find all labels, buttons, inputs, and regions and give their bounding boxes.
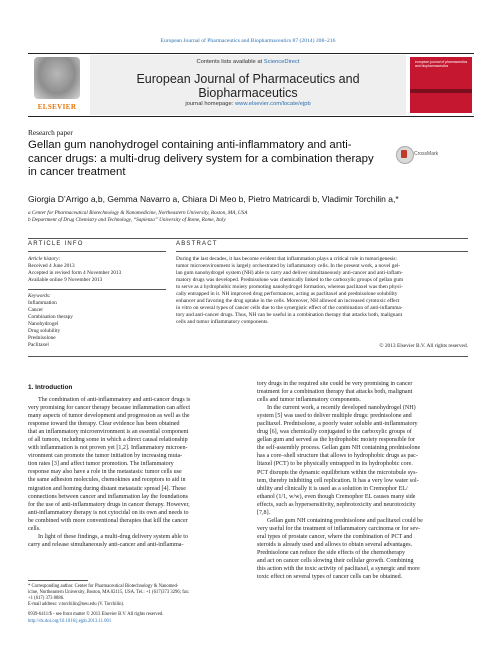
homepage-link[interactable]: www.elsevier.com/locate/ejpb [234,101,311,107]
contents-availability: Contents lists available at ScienceDirect [196,59,300,65]
article-title: Gellan gum nanohydrogel containing anti-inflammatory and anti-cancer drugs: a multi-drug delivery system for a combination therapy in cancer treatment [28,139,374,178]
abstract-heading: ABSTRACT [176,241,218,247]
divider [28,238,468,239]
body-column-left: The combination of anti-inflammatory and anti-cancer drugs is very promising for cancer therapy because inflammation can affect many aspects of tumor development and progression as well as the response toward the therapy. Clear evidence has been obtained that an inflammatory microenvironment is an essential component of all tumors, including some in which a direct causal relationship with inflammation is not proven yet [1,2]. Inflammatory microen- vironment can promote the tumor initiation by increasing muta- tion rates [3] and affect tumor promotion. The inflammatory response may also have a role in the metastasis: tumor cells use the same adhesion molecules, chemokines and receptors to aid in migration and homing during distant metastatic spread [4]. These connections between cancer and inflammation lay the foundations for the use of anti-inflammatory drugs in cancer therapy. However, anti-inflammatory therapy is not cytocidal on its own and needs to be combined with more conventional therapies that kill the cancer cells. In light of these findings, a multi-drug delivery system able to carry and release simultaneously anti-cancer and anti-inflamma- [28,397,191,548]
history-item: Accepted in revised form 4 November 2013 [28,270,122,276]
crossmark-bookmark-icon [401,150,407,158]
crossmark-label[interactable]: CrossMark [414,151,439,157]
footnote-divider [28,580,88,581]
journal-cover-text: european journal of pharmaceutics and biopharmaceutics [415,60,468,68]
doi-link[interactable]: http://dx.doi.org/10.1016/j.ejpb.2013.11.001 [28,619,112,624]
keyword: Cancer [28,307,43,313]
keyword: Combination therapy [28,314,73,320]
divider [28,289,166,290]
journal-citation[interactable]: European Journal of Pharmaceutics and Biopharmaceutics 87 (2014) 208–216 [160,38,336,44]
history-item: Received 4 June 2013 [28,263,75,269]
publisher-name: ELSEVIER [37,103,77,111]
front-matter-line: 0939-6411/$ - see front matter © 2013 Elsevier B.V. All rights reserved. [28,612,164,617]
section-heading: 1. Introduction [28,384,73,391]
copyright-notice: © 2013 Elsevier B.V. All rights reserved. [379,343,468,349]
divider [176,251,468,252]
author-list: Giorgia D’Arrigo a,b, Gemma Navarro a, Chiara Di Meo b, Pietro Matricardi b, Vladimir Torchilin a,* [28,194,399,204]
elsevier-logo-icon [34,57,80,99]
sciencedirect-link[interactable]: ScienceDirect [263,59,300,65]
divider [28,251,166,252]
body-column-right: tory drugs in the required site could be very promising in cancer treatment for a combination therapy that attacks both, malignant cells and tumor inflammatory components. In the current work, a recently developed nanohydrogel (NH) system [5] was used to deliver multiple drugs: prednisolone and paclitaxel. Prednisolone, a poorly water soluble anti-inflammatory drug [6], was chemically conjugated to the carboxylic groups of gellan gum and served as the hydrophobic moiety responsible for the self-assembly process. Gellan gum NH containing prednisolone has a core–shell structure that allows to hydrophobic drugs as pac- litaxel (PCT) to be physically entrapped in its hydrophobic core. PCT disrupts the dynamic equilibrium within the microtubule sys- tem, thereby inhibiting cell replication. It has a very low water sol- ubility and clinically it is used as a solution in Cremophor EL/ ethanol (1/1, w/w), even though Cremophor EL causes many side effects, such as hypersensitivity, nephrotoxicity and neurotoxicity [7,8]. Gellan gum NH containing prednisolone and paclitaxel could be very useful for the treatment of inflammatory carcinoma or for sev- eral types of prostate cancer, where the combination of PCT and steroids is already used and allows to obtain several advantages. Prednisolone can reduce the side effects of the chemotherapy and act on cancer cells slowing their cellular growth. Combining this action with the toxic activity of paclitaxel, a synergic and more toxic effect on several types of cancer cells can be obtained. [257,381,423,581]
affiliation: b Department of Drug Chemistry and Technology, “Sapienza” University of Rome, Rome, Italy [28,217,226,223]
journal-homepage: journal homepage: www.elsevier.com/locate/ejpb [185,101,311,107]
history-item: Available online 9 November 2013 [28,277,103,283]
affiliation: a Center for Pharmaceutical Biotechnology & Nanomedicine, Northeastern University, Boston, MA, USA [28,210,248,216]
journal-cover-band [410,89,472,93]
keyword: Paclitaxel [28,342,49,348]
keyword: Nanohydrogel [28,321,59,327]
keyword: Prednisolone [28,335,56,341]
article-info-heading: ARTICLE INFO [28,241,84,247]
history-label: Article history: [28,256,61,262]
keywords-label: Keywords: [28,293,51,299]
footnote: * Corresponding author. Center for Pharmaceutical Biotechnology & Nanomed- icine, Northeastern University, Boston, MA 02115, USA. Tel.: +1 (617)373 3296; fax: +1 (617) 373 8886. E-mail address: v.torchilin@neu.edu (V. Torchilin). [28,584,190,607]
article-type: Research paper [28,128,73,137]
keyword: Inflammation [28,300,57,306]
keyword: Drug solubility [28,328,61,334]
abstract-text: During the last decades, it has become evident that inflammation plays a critical role in tumorigenesis: tumor microenvironment is largely orchestrated by inflammatory cells. In the present work, a novel gel- lan gum nanohydrogel system (NH) able to carry and deliver simultaneously anti-cancer and anti-inflam- matory drugs was developed. Prednisolone was chemically linked to the carboxylic groups of gellan gum to serve as a hydrophobic moiety promoting nanohydrogel formation, whereas paclitaxel was then physi- cally entrapped in it. NH improved drug performances, acting as paclitaxel and prednisolone solubility enhancer and favoring the drug uptake in the cells. Moreover, NH allowed an increased cytotoxic effect in vitro on several types of cancer cells due to the synergistic effect of the combination of anti-inflamma- tory and anti-cancer drugs. Thus, NH can be useful in a combination therapy that attacks both, malignant cells and tumor inflammatory components. [176,256,404,326]
divider [28,356,468,357]
journal-title: European Journal of Pharmaceutics and Biopharmaceutics [136,72,360,100]
